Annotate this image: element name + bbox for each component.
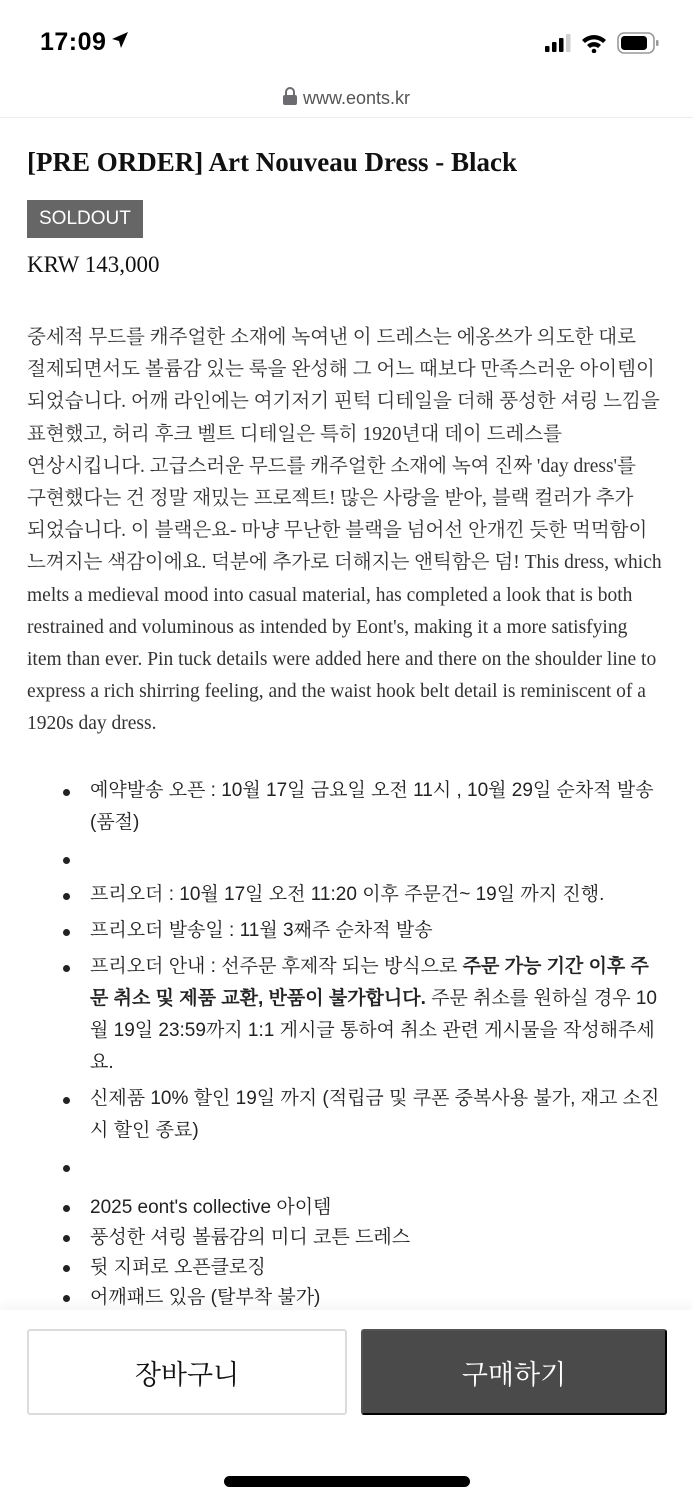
- battery-icon: [617, 32, 659, 59]
- status-icons: [545, 32, 659, 59]
- notice-item: 프리오더 발송일 : 11월 3째주 순차적 발송: [90, 915, 666, 947]
- feature-item: 풍성한 셔링 볼륨감의 미디 코튼 드레스: [90, 1223, 666, 1252]
- location-arrow-icon: [110, 28, 130, 57]
- feature-item: 어깨패드 있음 (탈부착 불가): [90, 1283, 666, 1310]
- notice-bold-warning: 주문 가능 기간 이후 주문 취소 및 제품 교환, 반품이 불가합니다.: [90, 955, 649, 1009]
- status-time: [40, 28, 130, 57]
- notice-item: 프리오더 : 10월 17일 오전 11:20 이후 주문건~ 19일 까지 진행.: [90, 879, 666, 911]
- notice-prefix: 프리오더 안내 : 선주문 후제작 되는 방식으로: [90, 955, 463, 977]
- add-to-cart-button[interactable]: 장바구니: [27, 1329, 347, 1415]
- status-bar: [0, 0, 693, 80]
- home-indicator[interactable]: [224, 1476, 470, 1487]
- feature-item: 뒷 지퍼로 오픈클로징: [90, 1253, 666, 1282]
- product-detail: [0, 118, 693, 1310]
- product-price: KRW 143,000: [27, 252, 160, 277]
- feature-item: 2025 eont's collective 아이템: [90, 1193, 666, 1222]
- notice-list: [27, 775, 666, 1183]
- soldout-badge: SOLDOUT: [27, 200, 143, 238]
- notice-item: 예약발송 오픈 : 10월 17일 금요일 오전 11시 , 10월 29일 순차적 발송 (품절): [90, 775, 666, 839]
- url-text: www.eonts.kr: [302, 88, 411, 108]
- purchase-action-bar: [0, 1310, 693, 1500]
- clock: 17:09: [40, 28, 107, 56]
- notice-item-empty: [90, 1151, 666, 1183]
- feature-list: [27, 1193, 666, 1310]
- notice-item-preorder-info: [90, 951, 666, 1079]
- notice-item: 신제품 10% 할인 19일 까지 (적립금 및 쿠폰 중복사용 불가, 재고 소진시 할인 종료): [90, 1083, 666, 1147]
- lock-icon: [283, 87, 297, 110]
- product-title: [PRE ORDER] Art Nouveau Dress - Black: [27, 147, 517, 177]
- notice-item-empty: [90, 843, 666, 875]
- wifi-icon: [581, 33, 607, 58]
- cellular-signal-icon: [545, 34, 571, 57]
- buy-now-button[interactable]: 구매하기: [361, 1329, 667, 1415]
- product-description: 중세적 무드를 캐주얼한 소재에 녹여낸 이 드레스는 에옹쓰가 의도한 대로 절제되면서도 볼륨감 있는 룩을 완성해 그 어느 때보다 만족스러운 아이템이 되었습니다. 어깨 라인에는 여기저기 핀턱 디테일을 더해 풍성한 셔링 느낌을 표현했고, 허리 후크 벨트 디테일은 특히 1920년대 데이 드레스를 연상시킵니다. 고급스러운 무드를 캐주얼한 소재에 녹여 진짜 'day dress'를 구현했다는 건 정말 재밌는 프로젝트! 많은 사랑을 받아, 블랙 컬러가 추가 되었습니다. 이 블랙은요- 마냥 무난한 블랙을 넘어선 안개낀 듯한 먹먹함이 느껴지는 색감이에요. 덕분에 추가로 더해지는 앤틱함은 덤! This dress, which melts a medieval mood into casual material, has completed a look that is both restrained and voluminous as intended by Eont's, making it a more satisfying item than ever. Pin tuck details were added here and there on the shoulder line to express a rich shirring feeling, and the waist hook belt detail is reminiscent of a 1920s day dress.: [27, 327, 662, 735]
- notice-suffix: 주문 취소를 원하실 경우 10월 19일 23:59까지 1:1 게시글 통하여 취소 관련 게시물을 작성해주세요.: [90, 987, 657, 1073]
- address-bar[interactable]: [0, 80, 693, 118]
